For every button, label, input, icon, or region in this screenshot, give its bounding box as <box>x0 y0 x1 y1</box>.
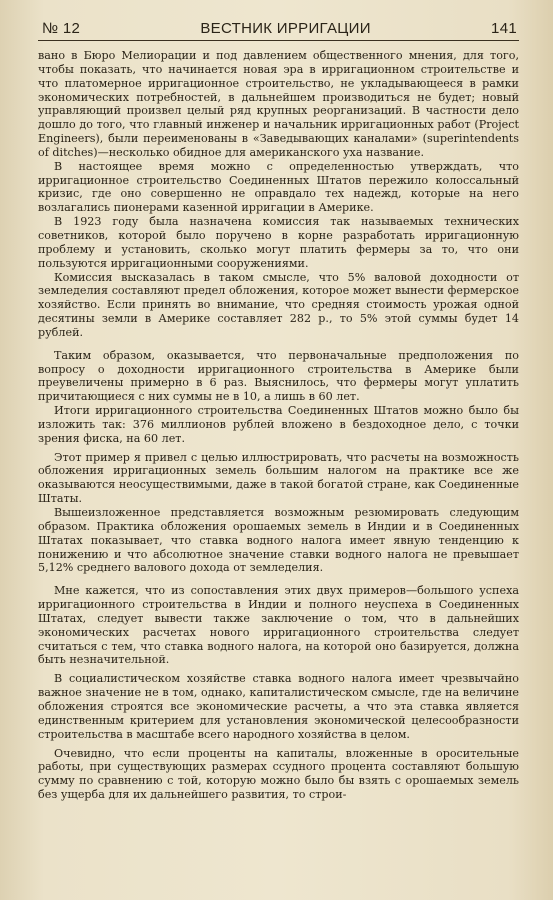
page-number: 141 <box>491 20 517 37</box>
header-rule <box>38 40 519 41</box>
issue-number: № 12 <box>42 20 81 37</box>
paragraph: В социалистическом хозяйстве ставка водного налога имеет чрезвычайно важное значение не в том, однако, капиталистическом смысле, где на величине обложения строятся все экономические расчеты, а что эта ставка является единственным критерием для установления экономической целесообразности строительства в масштабе всего народного хозяйства в целом. <box>38 672 519 741</box>
paragraph: Комиссия высказалась в таком смысле, что 5% валовой доходности от земледелия составляют предел обложения, которое может вынести фермерское хозяйство. Если принять во внимание, что средняя стоимость урожая одной десятины земли в Америке составляет 282 р., то 5% этой суммы будет 14 рублей. <box>38 270 519 339</box>
article-body <box>38 49 519 802</box>
paragraph: В настоящее время можно с определенностью утверждать, что ирригационное строительство Соединенных Штатов пережило колоссальный кризис, где оно совершенно не оправдало тех надежд, которые на него возлагались пионерами казенной ирригации в Америке. <box>38 159 519 215</box>
running-header <box>38 20 519 40</box>
paragraph: В 1923 году была назначена комиссия так называемых технических советников, которой было поручено в корне разработать ирригационную проблему и установить, сколько могут платить фермеры за то, что они пользуются ирригационными сооружениями. <box>38 215 519 270</box>
paragraph: Этот пример я привел с целью иллюстрировать, что расчеты на возможность обложения ирригационных земель большим налогом на практике все же оказываются неосуществимыми, даже в такой богатой стране, как Соединенные Штаты. <box>38 450 519 506</box>
paragraph: Итоги ирригационного строительства Соединенных Штатов можно было бы изложить так: 376 миллионов рублей вложено в бездоходное дело, с точки зрения фиска, на 60 лет. <box>38 404 519 445</box>
journal-title: ВЕСТНИК ИРРИГАЦИИ <box>200 20 371 37</box>
paragraph: Таким образом, оказывается, что первоначальные предположения по вопросу о доходности ирригационного строительства в Америке были преувеличены примерно в 6 раз. Выяснилось, что фермеры могут уплатить причитающиеся с них суммы не в 10, а лишь в 60 лет. <box>38 348 519 404</box>
paragraph: Мне кажется, что из сопоставления этих двух примеров—большого успеха ирригационного строительства в Индии и полного неуспеха в Соединенных Штатах, следует вывести также заключение о том, что в дальнейших экономических расчетах нового ирригационного строительства следует считаться с тем, что ставка водного налога, на которой оно базируется, должна быть незначительной. <box>38 584 519 667</box>
paragraph: Вышеизложенное представляется возможным резюмировать следующим образом. Практика обложения орошаемых земель в Индии и в Соединенных Штатах показывает, что ставка водного налога имеет явную тенденцию к понижению и что абсолютное значение ставки водного налога не превышает 5,12% среднего валового дохода от земледелия. <box>38 506 519 575</box>
paragraph: Очевидно, что если проценты на капиталы, вложенные в оросительные работы, при существующих размерах ссудного процента составляют большую сумму по сравнению с той, которую можно было бы взять с орошаемых земель без ущерба для их дальнейшего развития, то строи- <box>38 746 519 802</box>
paragraph: вано в Бюро Мелиорации и под давлением общественного мнения, для того, чтобы показать, что начинается новая эра в ирригационном строительстве и что платомерное ирригационное строительство, не укладывающееся в рамки экономических потребностей, в дальнейшем производиться не будет; новый управляющий произвел целый ряд крупных реорганизаций. В частности дело дошло до того, что главный инженер и начальник ирригационных работ (Project Engineers), были переименованы в «Заведывающих каналами» (superintendents of ditches)—несколько обидное для американского уха название. <box>38 49 519 159</box>
